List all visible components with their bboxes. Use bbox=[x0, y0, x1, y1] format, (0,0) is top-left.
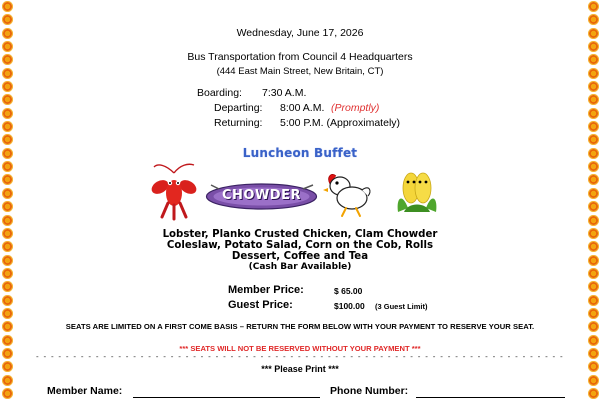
sun-icon bbox=[588, 281, 599, 292]
member-name-label: Member Name: bbox=[47, 385, 123, 397]
sun-icon bbox=[2, 295, 13, 306]
boarding-time: 7:30 A.M. bbox=[262, 87, 307, 99]
sun-icon bbox=[588, 388, 599, 399]
lobster-icon bbox=[148, 163, 200, 221]
departing-note: (Promptly) bbox=[331, 102, 380, 114]
departing-time: 8:00 A.M. bbox=[280, 102, 325, 114]
sun-icon bbox=[2, 121, 13, 132]
cut-line: - - - - - - - - - - - - - - - - - - - - - - - - - - - - - - - - - - - - - - - - - - - - - - - - - - - - - - - - - - - - - - - - - - - - - - - bbox=[35, 352, 565, 361]
luncheon-title: Luncheon Buffet bbox=[242, 146, 358, 160]
sun-icon bbox=[588, 161, 599, 172]
returning-time: 5:00 P.M. (Approximately) bbox=[280, 117, 401, 129]
sun-icon bbox=[2, 14, 13, 25]
sun-icon bbox=[588, 308, 599, 319]
please-print: *** Please Print *** bbox=[261, 364, 339, 374]
sun-icon bbox=[2, 161, 13, 172]
sun-icon bbox=[2, 108, 13, 119]
sun-icon bbox=[2, 174, 13, 185]
sun-icon bbox=[588, 215, 599, 226]
sun-icon bbox=[588, 174, 599, 185]
chowder-logo bbox=[205, 183, 318, 210]
sun-icon bbox=[2, 308, 13, 319]
corn-icon bbox=[392, 168, 442, 216]
returning-label: Returning: bbox=[214, 117, 263, 129]
phone-number-field[interactable] bbox=[416, 396, 565, 398]
menu-line-4: (Cash Bar Available) bbox=[248, 262, 352, 272]
sun-icon bbox=[588, 81, 599, 92]
sun-icon bbox=[2, 81, 13, 92]
menu-line-3: Dessert, Coffee and Tea bbox=[231, 251, 369, 262]
sun-icon bbox=[2, 281, 13, 292]
not-reserved-notice: *** SEATS WILL NOT BE RESERVED WITHOUT YOUR PAYMENT *** bbox=[179, 344, 421, 353]
guest-price-label: Guest Price: bbox=[228, 299, 293, 311]
sun-icon bbox=[2, 134, 13, 145]
sun-icon bbox=[588, 1, 599, 12]
event-date: Wednesday, June 17, 2026 bbox=[236, 27, 364, 39]
sun-icon bbox=[2, 375, 13, 386]
sun-icon bbox=[588, 121, 599, 132]
seats-limited-notice: SEATS ARE LIMITED ON A FIRST COME BASIS – RETURN THE FORM BELOW WITH YOUR PAYMENT TO RESERVE YOUR SEAT. bbox=[65, 322, 535, 331]
sun-icon bbox=[588, 94, 599, 105]
guest-limit-note: (3 Guest Limit) bbox=[375, 302, 428, 311]
sun-icon bbox=[588, 295, 599, 306]
member-price-value: $ 65.00 bbox=[334, 286, 363, 296]
sun-icon bbox=[2, 1, 13, 12]
guest-price-value: $100.00 bbox=[334, 301, 365, 311]
sun-icon bbox=[588, 375, 599, 386]
menu-line-1: Lobster, Planko Crusted Chicken, Clam Chowder bbox=[162, 229, 438, 240]
address-line: (444 East Main Street, New Britain, CT) bbox=[216, 66, 384, 77]
sun-icon bbox=[2, 201, 13, 212]
sun-icon bbox=[2, 94, 13, 105]
sun-icon bbox=[588, 14, 599, 25]
sun-icon bbox=[588, 134, 599, 145]
sun-icon bbox=[588, 108, 599, 119]
boarding-label: Boarding: bbox=[197, 87, 242, 99]
transport-line: Bus Transportation from Council 4 Headquarters bbox=[187, 51, 413, 63]
chowder-logo-text: CHOWDER bbox=[222, 188, 301, 203]
sun-icon bbox=[2, 215, 13, 226]
sun-icon bbox=[588, 201, 599, 212]
sun-icon bbox=[2, 188, 13, 199]
phone-number-label: Phone Number: bbox=[330, 385, 409, 397]
departing-label: Departing: bbox=[214, 102, 263, 114]
chicken-icon bbox=[322, 168, 374, 218]
sun-icon bbox=[2, 388, 13, 399]
menu-line-2: Coleslaw, Potato Salad, Corn on the Cob, Rolls bbox=[166, 240, 434, 251]
member-name-field[interactable] bbox=[133, 396, 320, 398]
member-price-label: Member Price: bbox=[228, 284, 304, 296]
sun-icon bbox=[588, 188, 599, 199]
